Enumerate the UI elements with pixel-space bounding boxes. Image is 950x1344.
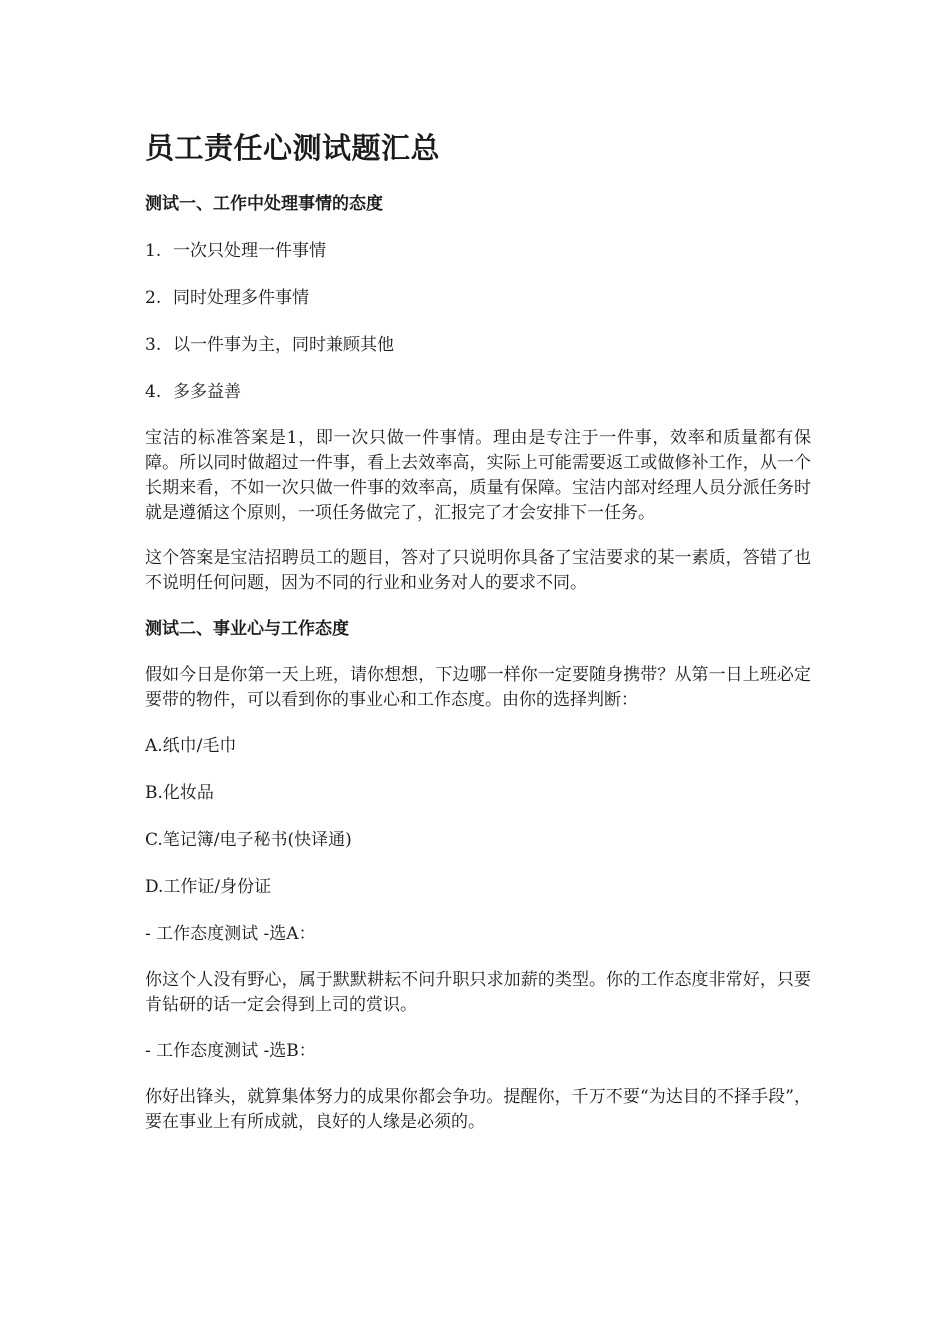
test1-heading: 测试一、工作中处理事情的态度 bbox=[145, 194, 383, 214]
test2-option-b: B.化妆品 bbox=[145, 783, 214, 803]
result-b-paragraph: 你好出锋头，就算集体努力的成果你都会争功。提醒你，千万不要“为达目的不择手段”，要在事业上有所成就，良好的人缘是必须的。 bbox=[145, 1087, 811, 1132]
test1-answer-paragraph: 宝洁的标准答案是1，即一次只做一件事情。理由是专注于一件事，效率和质量都有保障。所以同时做超过一件事，看上去效率高，实际上可能需要返工或做修补工作，从一个长期来看，不如一次只做一件事的效率高，质量有保障。宝洁内部对经理人员分派任务时就是遵循这个原则，一项任务做完了，汇报完了才会安排下一任务。 bbox=[145, 428, 811, 523]
test1-note-paragraph: 这个答案是宝洁招聘员工的题目，答对了只说明你具备了宝洁要求的某一素质，答错了也不说明任何问题，因为不同的行业和业务对人的要求不同。 bbox=[145, 548, 811, 593]
result-b-label: - 工作态度测试 -选B： bbox=[145, 1041, 316, 1061]
test1-option bbox=[145, 238, 811, 264]
test1-option bbox=[145, 285, 811, 311]
option-text: 一次只处理一件事情 bbox=[173, 241, 326, 261]
test2-option-a: A.纸巾/毛巾 bbox=[145, 736, 237, 756]
option-number: 4. bbox=[145, 382, 162, 402]
test1-option bbox=[145, 332, 811, 358]
test2-option-c: C.笔记簿/电子秘书(快译通) bbox=[145, 830, 352, 850]
option-text: 以一件事为主，同时兼顾其他 bbox=[173, 335, 394, 355]
option-text: 同时处理多件事情 bbox=[173, 288, 309, 308]
option-text: 多多益善 bbox=[173, 382, 241, 402]
option-number: 2. bbox=[145, 288, 162, 308]
test2-heading: 测试二、事业心与工作态度 bbox=[145, 619, 349, 639]
document-page bbox=[145, 128, 811, 1155]
option-number: 3. bbox=[145, 335, 162, 355]
test2-option-d: D.工作证/身份证 bbox=[145, 877, 272, 897]
document-title: 员工责任心测试题汇总 bbox=[145, 131, 441, 165]
test1-option bbox=[145, 379, 811, 405]
test2-question-paragraph: 假如今日是你第一天上班，请你想想，下边哪一样你一定要随身携带？从第一日上班必定要带的物件，可以看到你的事业心和工作态度。由你的选择判断： bbox=[145, 665, 811, 710]
option-number: 1. bbox=[145, 241, 162, 261]
result-a-label: - 工作态度测试 -选A： bbox=[145, 924, 316, 944]
result-a-paragraph: 你这个人没有野心，属于默默耕耘不问升职只求加薪的类型。你的工作态度非常好，只要肯钻研的话一定会得到上司的赏识。 bbox=[145, 970, 811, 1015]
